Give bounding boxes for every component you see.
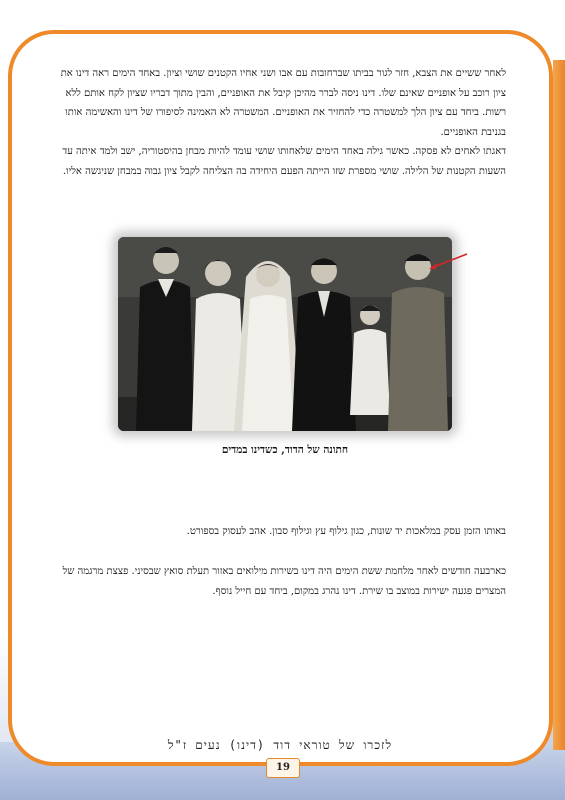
footer-dedication: לזכרו של טוראי דוד (דינו) נעים ז"ל	[167, 738, 393, 752]
paragraph-3: באותו הזמן עסק במלאכות יד שונות, כגון גילוף עץ וגילוף סבון. אהב לעסוק בספורט.	[186, 526, 506, 537]
paragraph-4: כארבעה חודשים לאחר מלחמת ששת הימים היה דינו בשירות מילואים באזור תעלת סואץ שבסיני. פצצת מרגמה של המצרים פגעה ישירות במוצב בו שירת. דינו נהרג במקום, ביחד עם חייל נוסף.	[62, 566, 506, 597]
paragraph-2: דאגתו לאחים לא פסקה. כאשר גילה באחד הימים שלאחותו שושי עומד להיות מבחן בהיסטוריה, ישב ולמד איתה עד השעות הקטנות של הלילה. שושי מספרת שזו הייתה הפעם היחידה בה הצליחה לקבל ציון גבוה במבחן שניגשה אליו.	[62, 146, 506, 177]
photo-caption: חתונה של הדוד, כשדינו במדים	[221, 444, 349, 456]
page-number: 19	[266, 758, 300, 778]
pointer-arrow-icon	[425, 252, 469, 272]
wedding-photo	[118, 237, 452, 431]
top-text-block	[60, 64, 506, 181]
paragraph-1: לאחר ששיים את הצבא, חזר לגור בביתו שברחובות עם אבו ושני אחיו הקטנים שושי וציון. באחד הימים ראה דינו את ציון רוכב על אופניים שאינם שלו. דינו ניסה לברר מהיכן קיבל את האופניים, והבין מתוך דבריו שציון לקח אותם ללא רשות. ביחד עם ציון הלך למשטרה כדי להחזיר את האופניים. המשטרה לא האמינה לסיפורו של דינו והאשימה אותו בגניבת האופניים.	[60, 68, 506, 138]
side-accent-strip	[553, 60, 565, 750]
